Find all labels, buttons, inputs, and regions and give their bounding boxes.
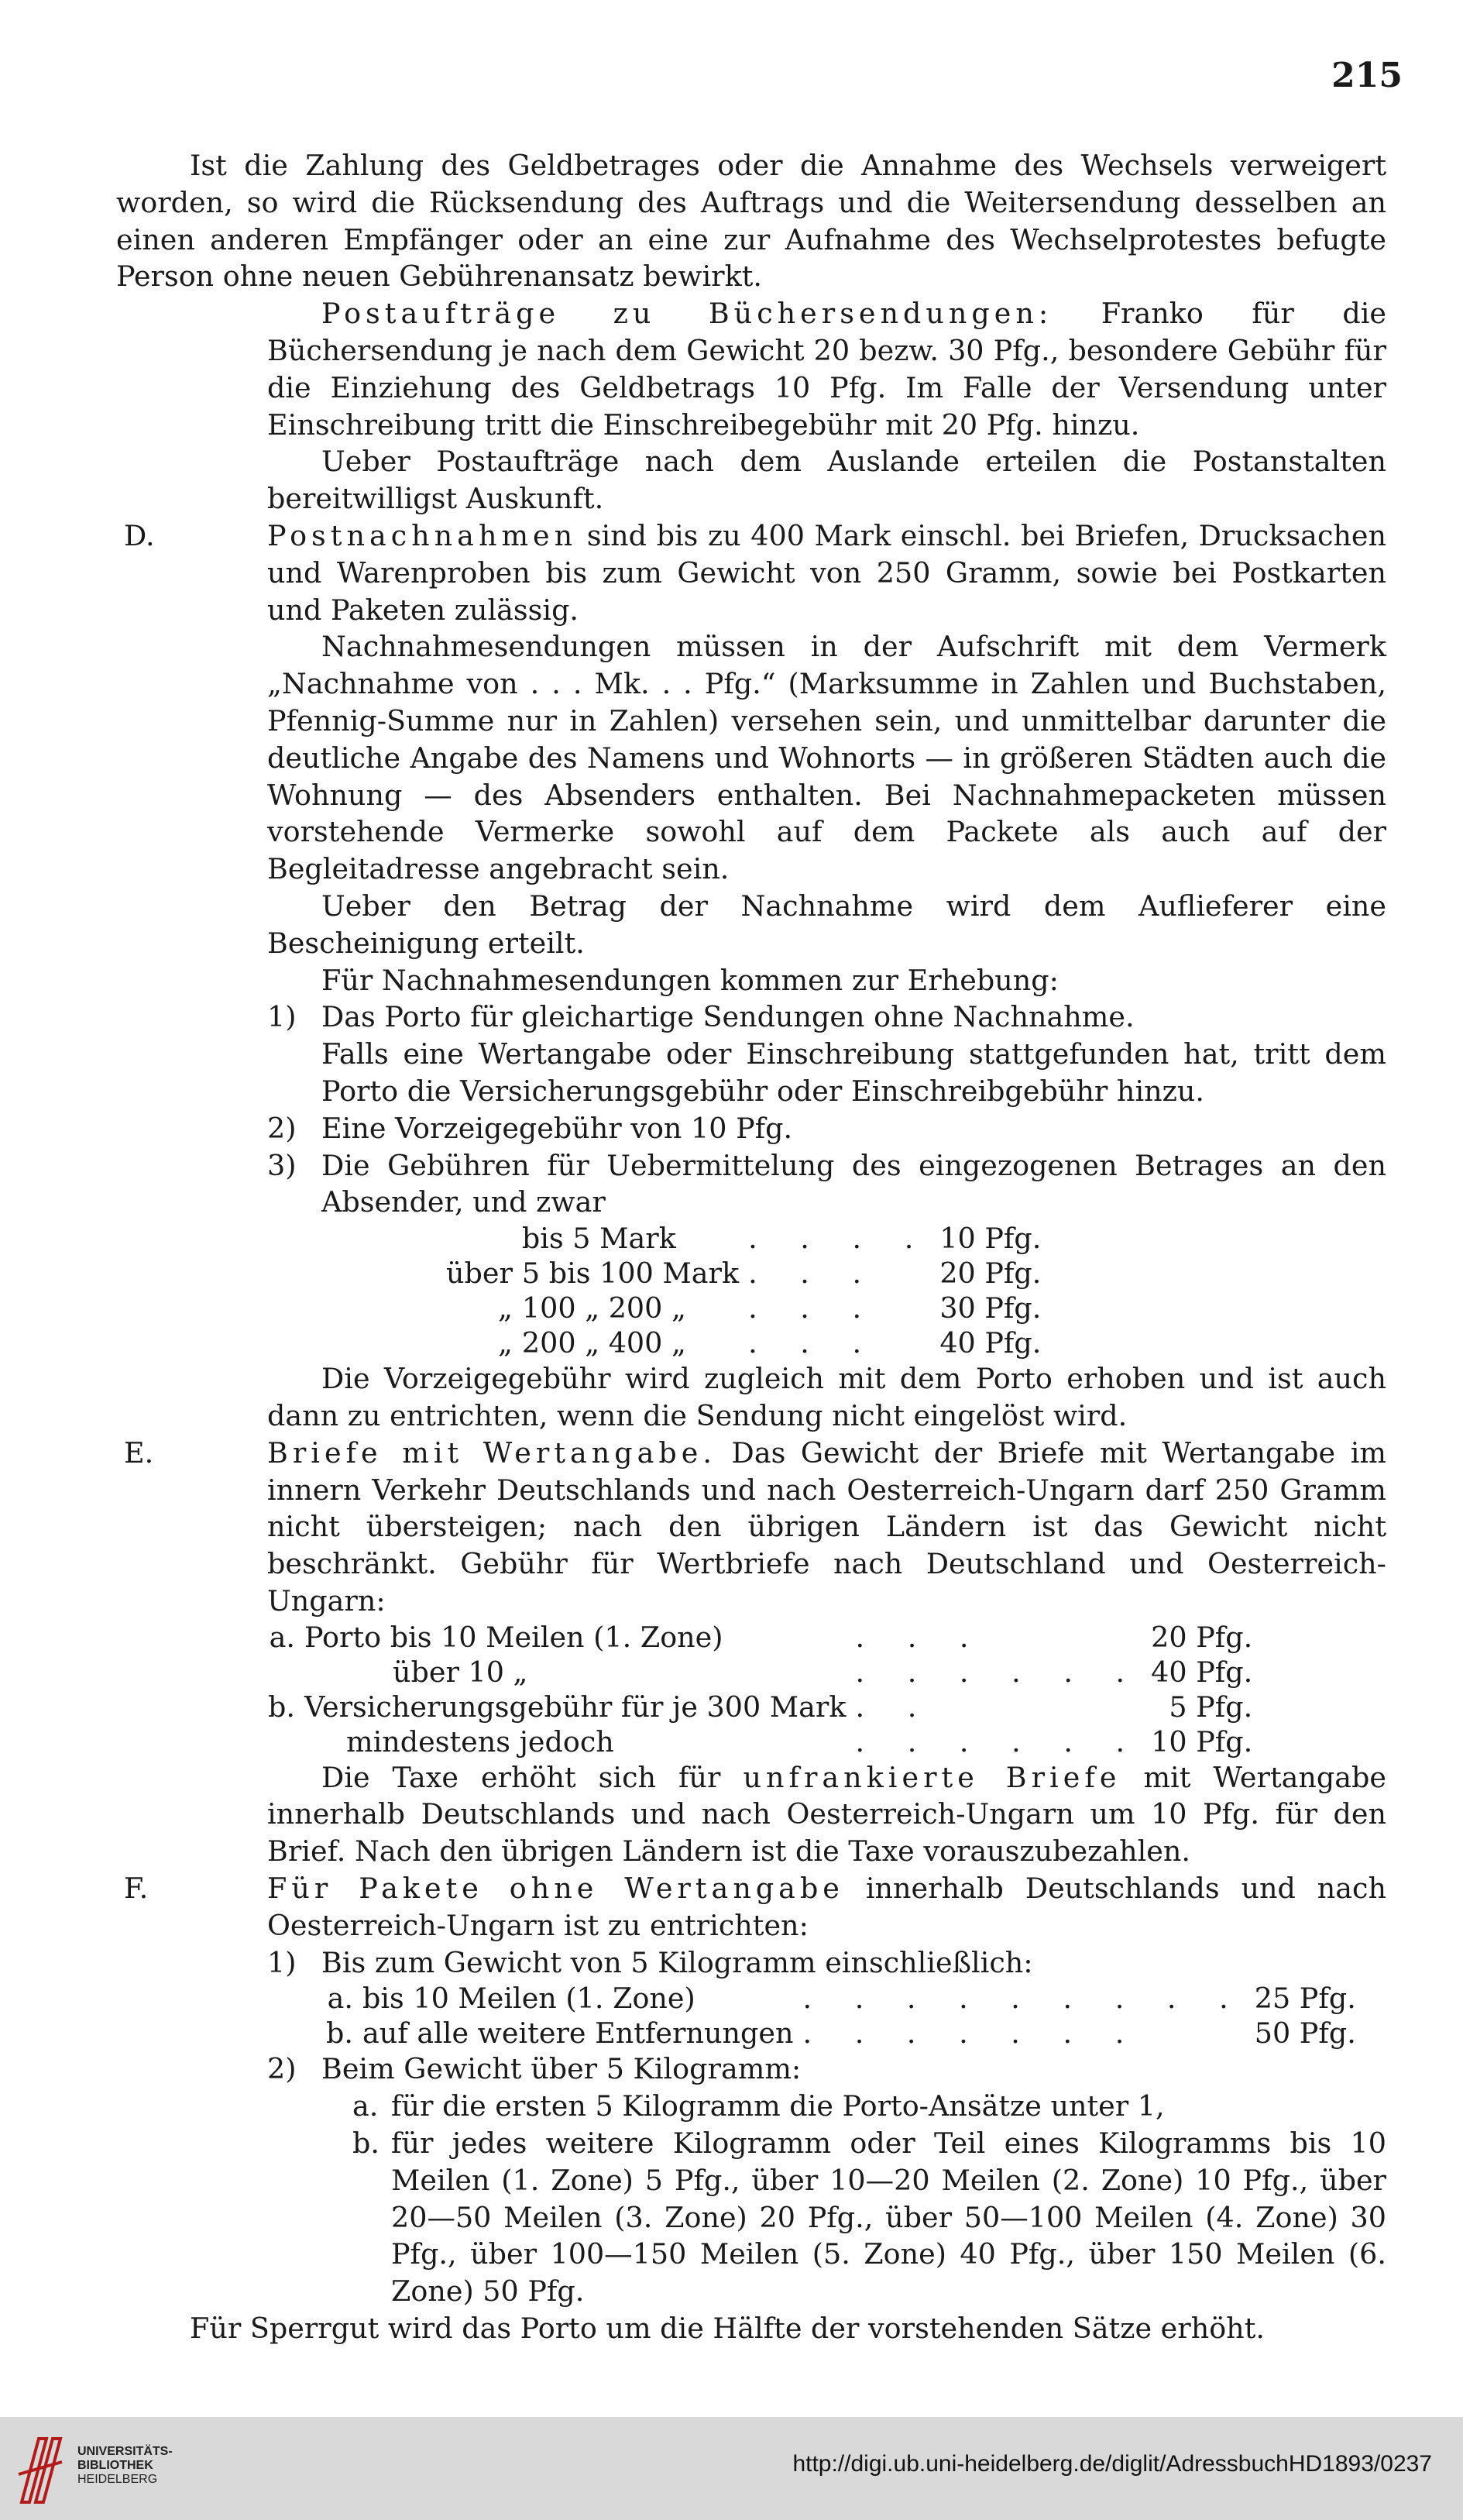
library-name-line: BIBLIOTHEK (77, 2459, 153, 2472)
item-text: für die ersten 5 Kilogramm die Porto-Ansätze unter 1, (391, 2089, 1165, 2123)
item-text: Das Porto für gleichartige Sendungen ohne Nachnahme. (321, 1000, 1135, 1034)
cell-text: Porto bis 10 Meilen (1. Zone) (304, 1620, 723, 1654)
cell-dots: . . . . . . . . . (802, 1982, 1245, 2016)
section-e-label: E. (124, 1435, 154, 1470)
item-number: a. (352, 2089, 379, 2123)
table-row (263, 1655, 1257, 1690)
parcel-item-1 (116, 1944, 1386, 1982)
footer-bar (0, 2417, 1463, 2520)
item-text: Bis zum Gewicht von 5 Kilogramm einschließlich: (321, 1945, 1033, 1979)
cell-price: 10 Pfg. (939, 1222, 1042, 1256)
paragraph-cod-labels: Nachnahmesendungen müssen in der Aufschrift mit dem Vermerk „Nachnahme von . . . Mk. . . Pfg.“ (Marksumme in Zahlen und Buchstaben, Pfennig-Summe nur in Zahlen) versehen sein, und unmittelbar darunter die deutliche Angabe des Namens und Wohnorts — in größeren Städten auch die Wohnung — des Absenders enthalten. Bei Nachnahmepacketen müssen vorstehende Vermerke sowohl auf dem Packete als auch auf der Begleitadresse angebracht sein. (267, 630, 1386, 886)
table-row (321, 1981, 1361, 2016)
section-d-heading: Postnachnahmen (267, 518, 578, 552)
cell-price: 10 Pfg. (1151, 1724, 1253, 1758)
section-f-label: F. (124, 1872, 149, 1906)
cell-price: 40 Pfg. (1151, 1655, 1253, 1689)
text-part: mit Wertangabe innerhalb Deutschlands und nach Oesterreich-Ungarn um 10 Pfg. für den Brief. Nach den übrigen Ländern ist die Taxe vorauszubezahlen. (267, 1760, 1386, 1869)
section-e-heading: Briefe mit Wertangabe. (267, 1435, 716, 1470)
cell-dots: . . (855, 1690, 934, 1724)
cell-prefix: „ (498, 1291, 513, 1325)
item-text: Die Gebühren für Uebermittelung des eingezogenen Betrages an den Absender, und zwar (321, 1148, 1386, 1219)
heading-book-orders: Postaufträge zu Büchersendungen: (321, 297, 1053, 331)
item-number: 1) (267, 1000, 297, 1034)
cell-label: b. (268, 1690, 295, 1724)
paragraph-cod-receipt: Ueber den Betrag der Nachnahme wird dem Auflieferer eine Bescheinigung erteilt. (267, 889, 1386, 960)
cell-dots: . . . . . . (855, 1655, 1142, 1689)
paragraph-bulky-goods: Für Sperrgut wird das Porto um die Hälfte der vorstehenden Sätze erhöht. (190, 2312, 1265, 2346)
value-letter-fee-table (263, 1620, 1257, 1759)
source-url-link[interactable]: http://digi.ub.uni-heidelberg.de/diglit/AdressbuchHD1893/0237 (792, 2451, 1432, 2477)
cell-price: 5 Pfg. (1169, 1690, 1253, 1724)
cell-text: über 10 „ (392, 1655, 528, 1689)
text-spaced: unfrankierte Briefe (743, 1760, 1121, 1794)
cell-prefix: „ (498, 1326, 513, 1360)
cod-item-1-note: Falls eine Wertangabe oder Einschreibung stattgefunden hat, tritt dem Porto die Versicherungsgebühr oder Einschreibgebühr hinzu. (321, 1037, 1386, 1108)
section-d-text: sind bis zu 400 Mark einschl. bei Briefen, Drucksachen und Warenproben bis zum Gewicht von 250 Gramm, sowie bei Postkarten und Paketen zulässig. (267, 518, 1386, 627)
paragraph-book-orders (116, 295, 1386, 443)
table-row (441, 1256, 1046, 1291)
cod-item-1 (116, 999, 1386, 1036)
cod-item-3 (116, 1147, 1386, 1222)
cell-prefix (441, 1221, 517, 1256)
section-e (116, 1435, 1386, 1620)
page-number: 215 (1331, 56, 1403, 95)
parcel-item-2a (116, 2088, 1386, 2125)
item-text: Beim Gewicht über 5 Kilogramm: (321, 2052, 802, 2086)
cell-price: 20 Pfg. (939, 1257, 1042, 1291)
cell-price: 30 Pfg. (939, 1291, 1042, 1325)
paragraph-refusal: Ist die Zahlung des Geldbetrages oder die Annahme des Wechsels verweigert worden, so wird die Rücksendung des Auftrags und die Weitersendung desselben an einen anderen Empfänger oder an eine zur Aufnahme des Wechselprotestes befugte Person ohne neuen Gebührenansatz bewirkt. (116, 149, 1386, 294)
section-f-heading: Für Pakete ohne Wertangabe (267, 1872, 844, 1906)
cell-price: 25 Pfg. (1254, 1982, 1356, 2016)
cell-text: mindestens jedoch (345, 1724, 614, 1758)
cell-label: a. (269, 1620, 295, 1654)
paragraph-abroad: Ueber Postaufträge nach dem Auslande erteilen die Postanstalten bereitwilligst Auskunft. (267, 445, 1386, 516)
library-name (77, 2445, 173, 2487)
parcel-fee-table (321, 1981, 1361, 2051)
parcel-item-2b (116, 2125, 1386, 2310)
cell-price: 20 Pfg. (1151, 1620, 1253, 1654)
paragraph-cod-fees-intro: Für Nachnahmesendungen kommen zur Erhebung: (321, 963, 1059, 997)
item-number: b. (352, 2126, 379, 2161)
cell-label: b. (326, 2016, 353, 2051)
paragraph-presentation-fee: Die Vorzeigegebühr wird zugleich mit dem Porto erhoben und ist auch dann zu entrichten, wenn die Sendung nicht eingelöst wird. (267, 1362, 1386, 1432)
cell-dots: . . . . . . . (802, 2016, 1142, 2051)
text-part: Die Taxe erhöht sich für (321, 1760, 744, 1794)
cod-fee-table (441, 1221, 1046, 1360)
cell-text: bis 10 Meilen (1. Zone) (362, 1982, 695, 2016)
parcel-item-2 (116, 2051, 1386, 2088)
cell-dots: . . . (748, 1291, 879, 1325)
table-row (263, 1690, 1257, 1724)
body-text (116, 147, 1386, 2347)
item-number: 1) (267, 1945, 297, 1979)
item-number: 2) (267, 2052, 297, 2086)
cell-dots: . . . . . . (855, 1724, 1142, 1758)
item-text: für jedes weitere Kilogramm oder Teil eines Kilogramms bis 10 Meilen (1. Zone) 5 Pfg., über 10—20 Meilen (2. Zone) 10 Pfg., über 20—50 Meilen (3. Zone) 20 Pfg., über 50—100 Meilen (4. Zone) 30 Pfg., über 100—150 Meilen (5. Zone) 40 Pfg., über 150 Meilen (6. Zone) 50 Pfg. (391, 2126, 1386, 2309)
item-number: 2) (267, 1111, 297, 1145)
library-logo-icon (15, 2428, 65, 2508)
table-row (441, 1221, 1046, 1256)
cell-text: auf alle weitere Entfernungen (362, 2016, 794, 2051)
table-row (321, 2016, 1361, 2051)
section-f (116, 1870, 1386, 1944)
text-book-orders: Franko für die Büchersendung je nach dem Gewicht 20 bezw. 30 Pfg., besondere Gebühr für die Einziehung des Geldbetrags 10 Pfg. Im Falle der Versendung unter Einschreibung tritt die Einschreibegebühr mit 20 Pfg. hinzu. (267, 297, 1386, 442)
library-name-line: HEIDELBERG (77, 2473, 158, 2486)
cell-range: 100 „ 200 „ (521, 1291, 686, 1325)
cell-range: bis 5 Mark (521, 1222, 676, 1256)
cell-dots: . . . (748, 1326, 879, 1360)
section-e-text: Das Gewicht der Briefe mit Wertangabe im innern Verkehr Deutschlands und nach Oesterreich-Ungarn darf 250 Gramm nicht übersteigen; nach den übrigen Ländern ist das Gewicht nicht beschränkt. Gebühr für Wertbriefe nach Deutschland und Oesterreich-Ungarn: (267, 1435, 1386, 1618)
item-text: Eine Vorzeigegebühr von 10 Pfg. (321, 1111, 793, 1145)
section-d-label: D. (124, 518, 155, 552)
cell-dots: . . . (748, 1257, 879, 1291)
cell-text: Versicherungsgebühr für je 300 Mark (304, 1690, 847, 1724)
cell-dots: . . . . (748, 1222, 931, 1256)
table-row (263, 1620, 1257, 1655)
cell-range: 200 „ 400 „ (521, 1326, 686, 1360)
section-f-text: innerhalb Deutschlands und nach Oesterreich-Ungarn ist zu entrichten: (267, 1872, 1387, 1942)
cell-label (263, 1724, 300, 1759)
cell-label: a. (327, 1982, 353, 2016)
cell-label (263, 1655, 300, 1690)
cell-price: 50 Pfg. (1254, 2016, 1356, 2051)
library-name-line: UNIVERSITÄTS- (77, 2445, 173, 2458)
table-row (441, 1291, 1046, 1325)
paragraph-unfranked (116, 1759, 1386, 1870)
table-row (263, 1724, 1257, 1759)
cell-dots: . . . (855, 1620, 986, 1654)
cell-prefix: über (446, 1257, 513, 1291)
cell-range: 5 bis 100 Mark (521, 1257, 740, 1291)
table-row (441, 1325, 1046, 1360)
section-d (116, 517, 1386, 628)
cell-price: 40 Pfg. (939, 1326, 1042, 1360)
item-number: 3) (267, 1148, 297, 1182)
cod-item-2 (116, 1110, 1386, 1147)
